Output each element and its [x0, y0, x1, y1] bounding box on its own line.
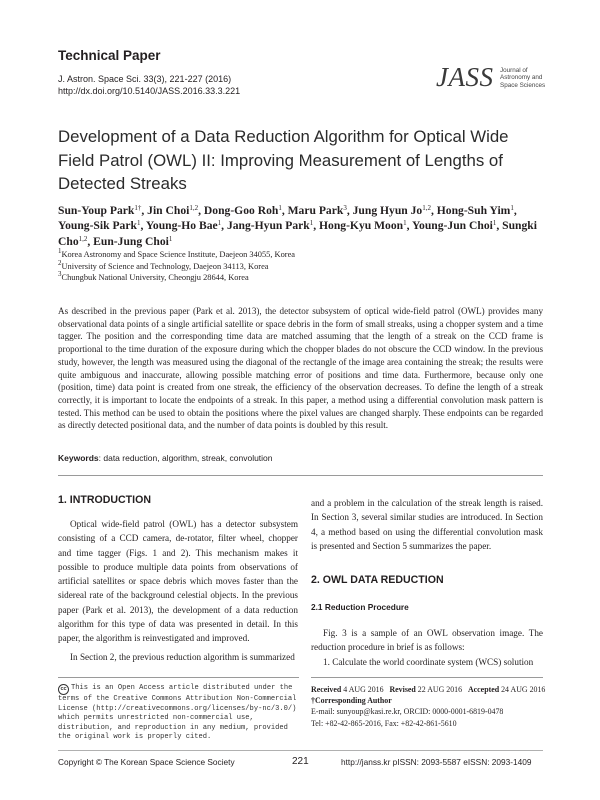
author-name: Dong-Goo Roh [203, 204, 279, 217]
author-affiliation-mark: 1 [136, 219, 141, 228]
paper-type-label: Technical Paper [58, 48, 161, 63]
accepted-date: 24 AUG 2016 [501, 685, 546, 694]
author-list: Sun-Youp Park$^{1\dagger}$, Jin Choi$^{1,2}$, Dong-Goo Roh$^1$, Maru Park$^3$, Jung Hyun Jo$^{1,2}$, Hong-Suh Yim$^1$, Young-Sik Park$^1$, Young-Ho Bae$^1$, Jang-Hyun Park$^1$, Hong-Kyu Moon$^1$, Young-Jun Choi$^1$, Sungki Cho$^{1,2}$, Eun-Jung Choi$^1$ [58, 204, 537, 248]
affiliation-list [58, 249, 295, 284]
paragraph: and a problem in the calculation of the streak length is raised. In Section 3, several similar studies are introduced. In Section 4, a method based on using the differential convolution mask is presented and Section 5 summarizes the paper. [311, 498, 543, 551]
author [58, 219, 140, 232]
author-affiliation-mark: 1,2 [189, 204, 199, 212]
author-affiliation-mark: 1† [134, 204, 142, 212]
divider [58, 475, 543, 476]
author [147, 204, 198, 217]
journal-logo-mark: JASS [436, 62, 494, 92]
author-name: Maru Park [287, 204, 344, 217]
author-name: Young-Sik Park [58, 219, 137, 233]
citation-block [58, 73, 240, 97]
author-name: Young-Jun Choi [411, 219, 493, 233]
keywords [58, 453, 273, 463]
paragraph: In Section 2, the previous reduction algorithm is summarized [70, 651, 295, 662]
body-column-left [58, 517, 298, 664]
section-heading: 1. INTRODUCTION [58, 494, 151, 506]
author-name: Hong-Kyu Moon [319, 219, 404, 233]
author-affiliation-mark: 1 [510, 204, 514, 212]
dates-line [311, 684, 551, 695]
journal-citation: J. Astron. Space Sci. 33(3), 221-227 (2016) [58, 74, 232, 84]
divider [58, 677, 299, 678]
author-affiliation-mark: 1 [168, 234, 173, 243]
journal-logo-line: Journal of [500, 67, 528, 74]
author-name: Hong-Suh Yim [436, 204, 511, 217]
journal-logo-name [500, 67, 545, 89]
author-name: Jung Hyun Jo [352, 204, 423, 217]
affiliation-number: 3 [58, 270, 62, 279]
list-item: 1. Calculate the world coordinate system (WCS) solution [323, 656, 534, 667]
paper-title: Development of a Data Reduction Algorithm for Optical Wide Field Patrol (OWL) II: Improving Measurement of Lengths of Detected Streaks [58, 127, 509, 193]
affiliation [58, 272, 295, 284]
author-name: Sungki Cho [58, 219, 537, 248]
affiliation-number: 1 [58, 247, 62, 255]
divider [311, 677, 543, 678]
author-affiliation-mark: 1 [278, 204, 282, 212]
author-affiliation-mark: 3 [343, 204, 347, 212]
keywords-text: data reduction, algorithm, streak, convolution [103, 453, 273, 463]
paragraph: Optical wide-field patrol (OWL) has a detector subsystem consisting of a CCD camera, de-rotator, filter wheel, chopper and time tagger (Figs. 1 and 2). This mechanism makes it possible to produce multiple data points from observations of artificial satellites or space debris which moves faster than the sidereal rate of the background celestial objects. In the previous paper (Park et al. 2013), the development of a data reduction algorithm for this type of data was presented in detail. In this paper, the algorithm is reinvestigated and improved. [58, 519, 298, 644]
revised-label: Revised [389, 685, 416, 694]
cc-icon: cc [58, 684, 69, 695]
author-name: Jang-Hyun Park [226, 219, 310, 233]
correspondence-block [311, 684, 551, 729]
author-name: Jin Choi [147, 204, 190, 217]
author-name: Young-Ho Bae [145, 219, 218, 233]
author-name: Sun-Youp Park [58, 204, 135, 217]
body-column-right [311, 626, 543, 669]
author-phone: Tel: +82-42-865-2016, Fax: +82-42-861-5610 [311, 718, 457, 728]
author [319, 219, 407, 232]
author [437, 204, 514, 217]
author-affiliation-mark: 1 [217, 219, 222, 228]
keywords-colon: : [98, 453, 104, 463]
author [146, 219, 221, 232]
subsection-heading: 2.1 Reduction Procedure [311, 602, 409, 612]
author-affiliation-mark: 1 [403, 219, 407, 228]
received-date: 4 AUG 2016 [343, 685, 384, 694]
author-affiliation-mark: 1 [492, 219, 497, 228]
author [412, 219, 496, 232]
author [204, 204, 282, 217]
author-email[interactable]: E-mail: sunyoup@kasi.re.kr, ORCID: 0000-0001-6819-0478 [311, 707, 504, 717]
author-affiliation-mark: 1,2 [78, 234, 88, 243]
accepted-label: Accepted [467, 685, 500, 694]
author [227, 219, 313, 232]
revised-date: 22 AUG 2016 [417, 685, 463, 694]
doi-link[interactable]: http://dx.doi.org/10.5140/JASS.2016.33.3.221 [58, 86, 241, 96]
affiliation-text: Chungbuk National University, Cheongju 28644, Korea [61, 273, 249, 283]
affiliation [58, 258, 295, 273]
abstract: As described in the previous paper (Park et al. 2013), the detector subsystem of optical wide-field patrol (OWL) provides many observational data points of a single artificial satellite or space debris in the form of small streaks, using a chopper system and a time tagger. The position and the corresponding time data are matched assuming that the length of a streak on the CCD frame is proportional to the time duration of the exposure during which the chopper blades do not obscure the CCD window. In the previous study, however, the length was measured using the diagonal of the rectangle of the image area containing the streak; the results were quite ambiguous and inaccurate, allowing possible matching error of positions and time data. Furthermore, because only one (position, time) data point is created from one streak, the efficiency of the observation decreases. To define the length of a streak correctly, it is important to locate the endpoints of a streak. In this paper, a method using a differential convolution mask pattern is tested. This method can be used to obtain the positions where the pixel values are changed sharply. These endpoints can be regarded as directly detected positional data, and the number of data points is doubled by this result. [58, 306, 543, 431]
received-label: Received [311, 685, 342, 694]
author [353, 204, 431, 217]
license-notice [58, 684, 298, 743]
corresponding-author-label: †Corresponding Author [311, 696, 392, 706]
footer-issn: http://janss.kr pISSN: 2093-5587 eISSN: 2093-1409 [341, 757, 532, 767]
footer-divider [58, 750, 543, 751]
journal-logo [436, 62, 546, 96]
affiliation-number: 2 [58, 258, 62, 267]
affiliation-text: University of Science and Technology, Daejeon 34113, Korea [61, 261, 269, 271]
section-heading: 2. OWL DATA REDUCTION [311, 574, 444, 586]
footer-copyright: Copyright © The Korean Space Science Society [58, 757, 235, 767]
author-name: Eun-Jung Choi [93, 234, 169, 248]
journal-logo-line: Space Sciences [500, 81, 546, 89]
license-text: This is an Open Access article distributed under the terms of the Creative Commons Attribution Non-Commercial License (http://creativecommons.org/licenses/by-nc/3.0/) which permits unrestricted non-commercial use, distribution, and reproduction in any medium, provided the original work is properly cited. [58, 684, 297, 742]
author [58, 204, 141, 217]
paragraph: Fig. 3 is a sample of an OWL observation image. The reduction procedure in brief is as follows: [311, 628, 543, 653]
author-affiliation-mark: 1 [309, 219, 314, 228]
journal-logo-line: Astronomy and [500, 74, 543, 82]
affiliation [58, 249, 295, 261]
affiliation-text: Korea Astronomy and Space Science Institute, Daejeon 34055, Korea [61, 250, 295, 259]
keywords-label: Keywords [58, 453, 99, 463]
body-column-right [311, 496, 543, 553]
author [288, 204, 347, 217]
author-affiliation-mark: 1,2 [422, 204, 431, 212]
page-number: 221 [292, 756, 309, 767]
author [93, 235, 172, 248]
